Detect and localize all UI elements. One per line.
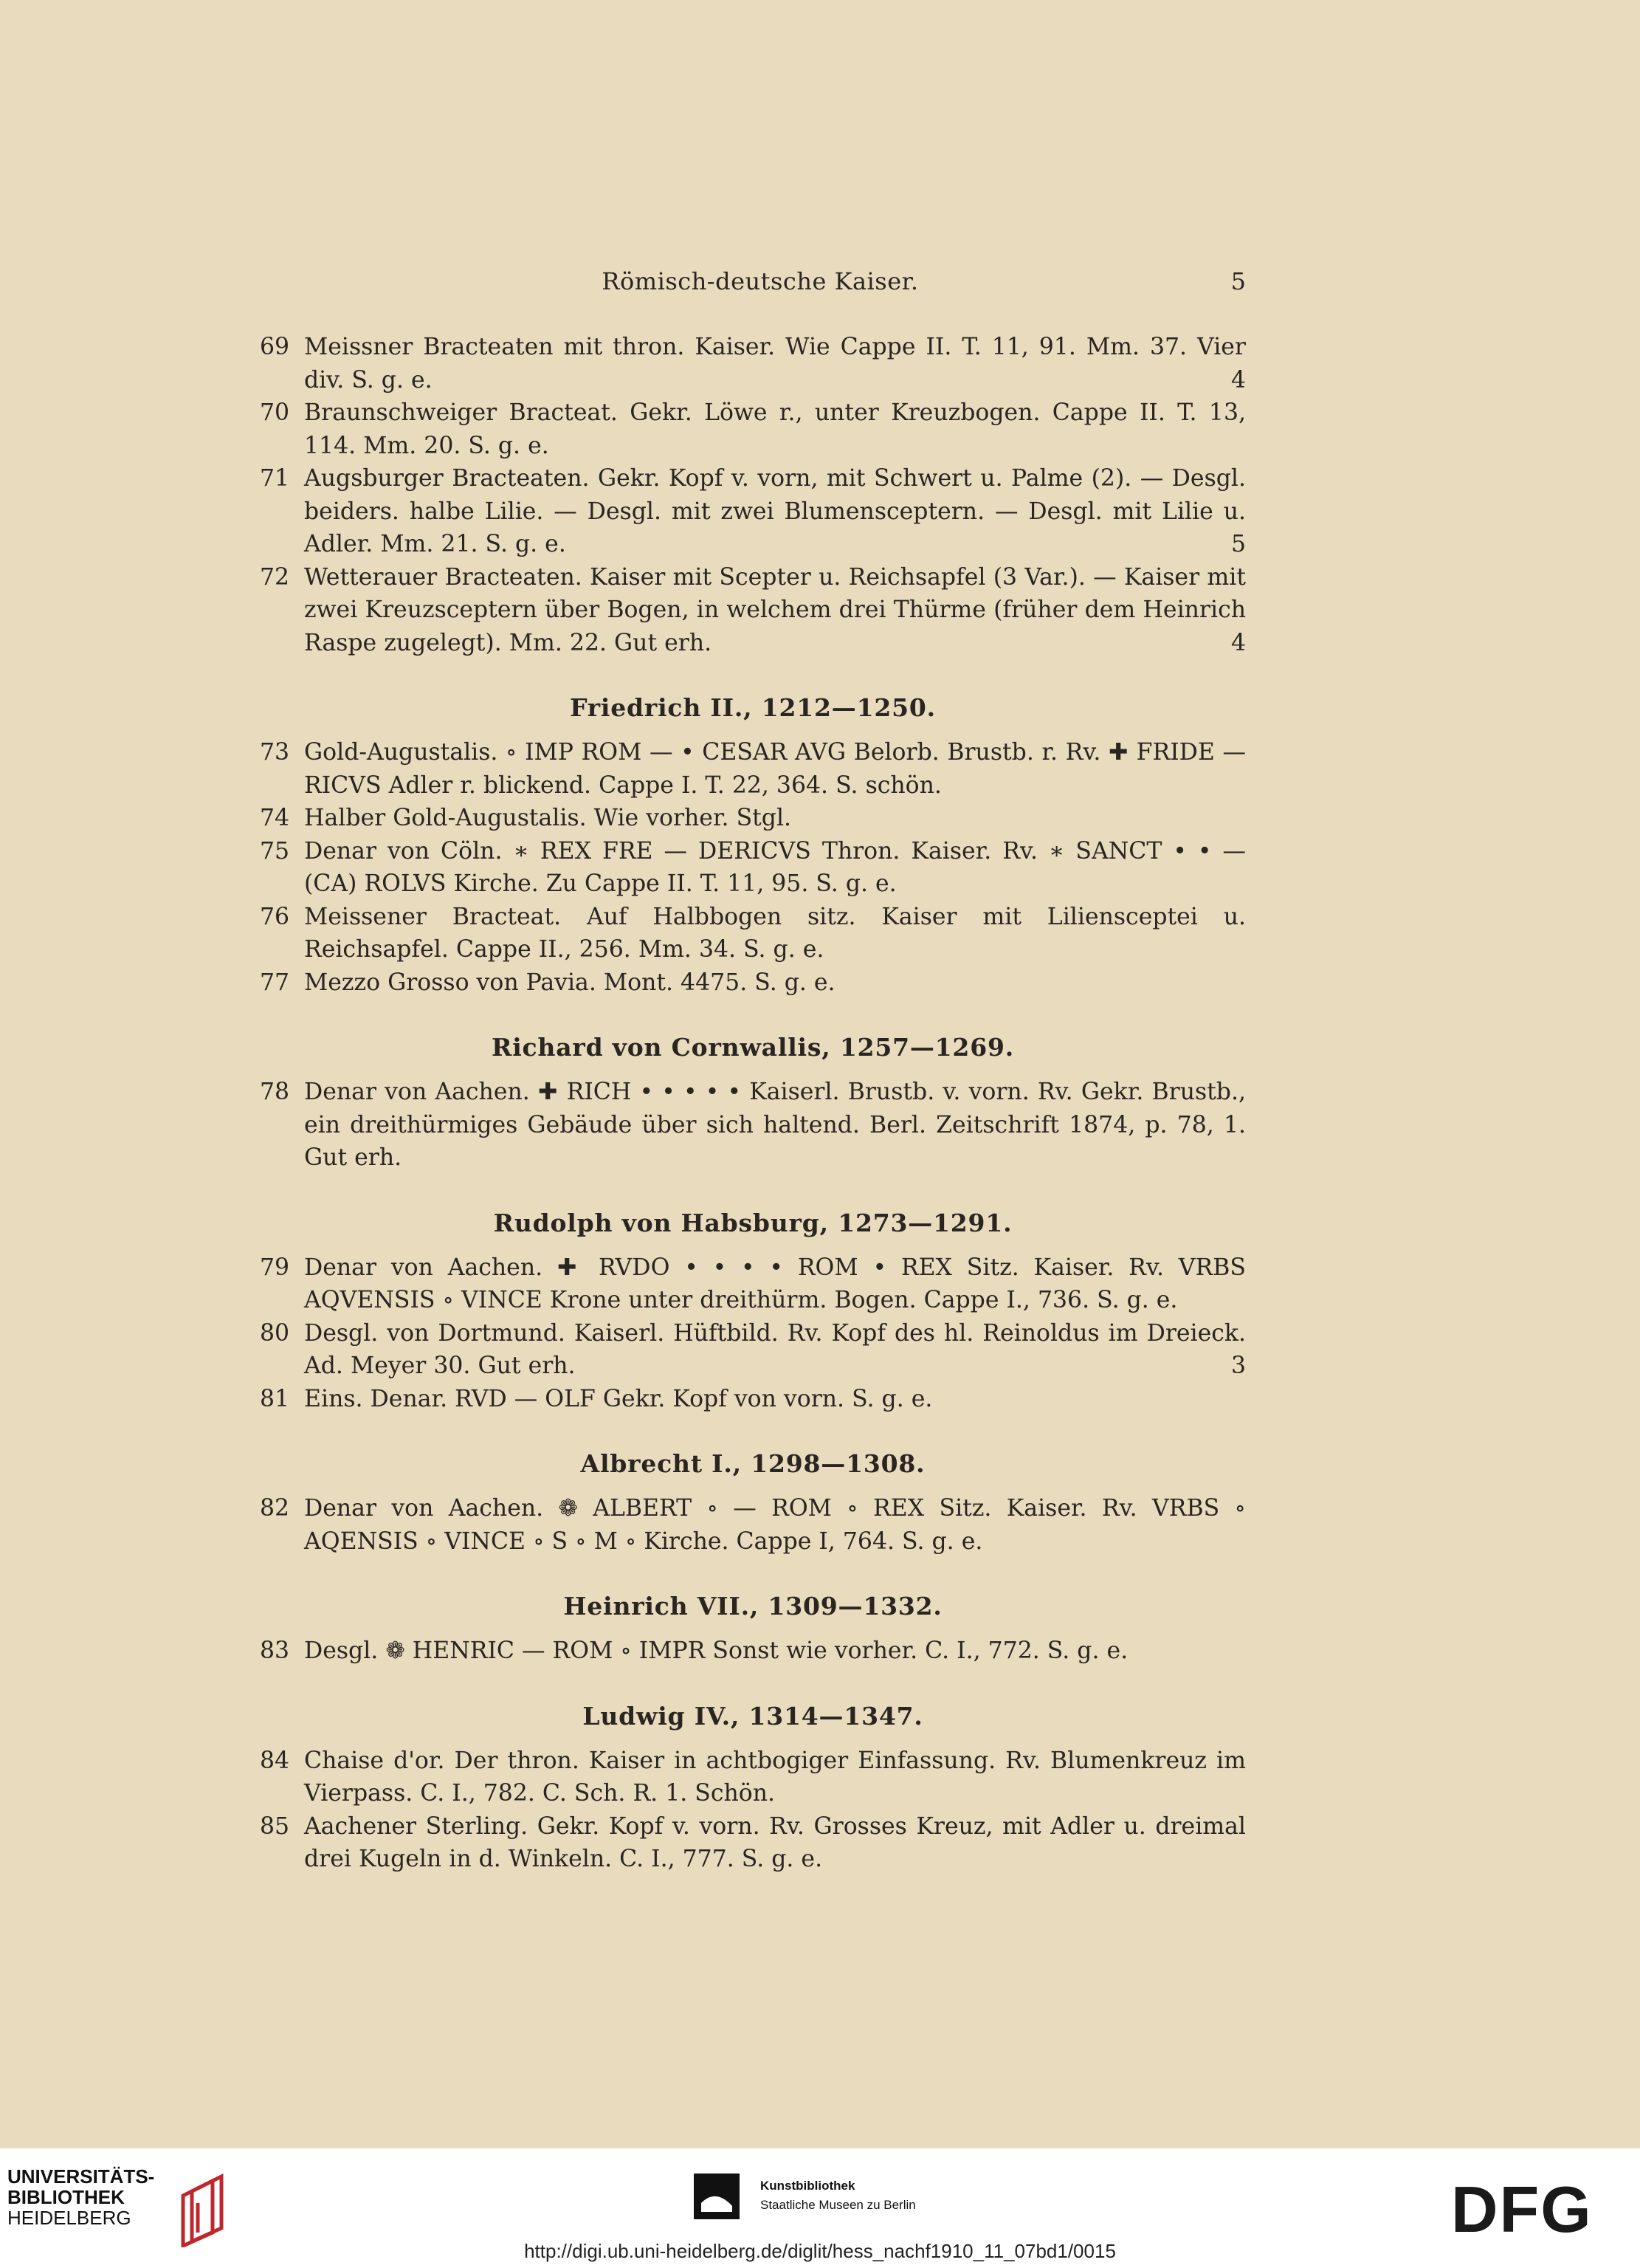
catalog-entry [260,1383,1246,1416]
entry-price: 3 [1230,1353,1246,1379]
dfg-logo[interactable]: DFG [1451,2173,1593,2246]
entry-text: Gold-Augustalis. ∘ IMP ROM — • CESAR AVG Belorb. Brustb. r. Rv. ✚ FRIDE — RICVS Adler r. blickend. Cappe I. T. 22, 364. S. schön. [304,739,1246,799]
catalog-entry [260,1745,1246,1810]
entry-number: 81 [260,1385,290,1412]
entry-price: 4 [1230,366,1246,394]
entry-text: Mezzo Grosso von Pavia. Mont. 4475. S. g. e. [304,969,835,996]
ub-line-3: HEIDELBERG [7,2207,131,2229]
section-heading: Friedrich II., 1212—1250. [570,693,936,722]
entry-number: 85 [260,1812,290,1840]
entry-number: 79 [260,1254,290,1281]
catalog-entry [260,1635,1246,1668]
catalog-entry [260,1492,1246,1558]
catalog-entry [260,736,1246,802]
entry-number: 78 [260,1079,290,1105]
catalog-entry [260,835,1246,901]
entry-text: Aachener Sterling. Gekr. Kopf v. vorn. Rv. Grosses Kreuz, mit Adler u. dreimal drei Kugeln in d. Winkeln. C. I., 777. S. g. e. [304,1812,1246,1872]
entry-text: Meissener Bracteat. Auf Halbbogen sitz. Kaiser mit Liliensceptei u. Reichsapfel. Cappe II., 256. Mm. 34. S. g. e. [304,903,1246,963]
entry-text: Halber Gold-Augustalis. Wie vorher. Stgl. [304,805,792,831]
page-url[interactable]: http://digi.ub.uni-heidelberg.de/diglit/hess_nachf1910_11_07bd1/0015 [524,2240,1116,2262]
ub-line-1: UNIVERSITÄTS- [7,2165,155,2188]
section-heading: Heinrich VII., 1309—1332. [563,1592,943,1621]
catalog-entry [260,331,1246,396]
catalog-entry [260,802,1246,835]
entry-number: 75 [260,837,290,865]
entry-price: 5 [1230,531,1246,557]
catalog-entry [260,396,1246,462]
catalog-entry [260,1076,1246,1175]
catalog-entry [260,1251,1246,1317]
kunstbibliothek-text [760,2176,916,2215]
catalog-entry [260,901,1246,966]
entry-number: 72 [260,563,290,591]
catalog-entry [260,1317,1246,1383]
footer-bar [0,2148,1640,2268]
section-heading: Ludwig IV., 1314—1347. [582,1701,923,1731]
section-heading: Richard von Cornwallis, 1257—1269. [491,1033,1015,1062]
entry-text: Meissner Bracteaten mit thron. Kaiser. Wie Cappe II. T. 11, 91. Mm. 37. Vier div. S. g. e. [304,334,1246,394]
entry-number: 74 [260,805,290,831]
kunstbibliothek-logo[interactable] [694,2174,1004,2225]
entry-text: Augsburger Bracteaten. Gekr. Kopf v. vorn, mit Schwert u. Palme (2). — Desgl. beiders. halbe Lilie. — Desgl. mit zwei Blumensceptern. — Desgl. mit Lilie u. Adler. Mm. 21. S. g. e. [304,465,1246,557]
section-heading: Rudolph von Habsburg, 1273—1291. [493,1208,1013,1237]
kunstbibliothek-emblem-icon [694,2174,740,2219]
entry-number: 80 [260,1319,290,1347]
entry-text: Denar von Aachen. ❁ ALBERT ∘ — ROM ∘ REX Sitz. Kaiser. Rv. VRBS ∘ AQENSIS ∘ VINCE ∘ S ∘ M ∘ Kirche. Cappe I, 764. S. g. e. [304,1495,1246,1555]
entry-text: Desgl. ❁ HENRIC — ROM ∘ IMPR Sonst wie vorher. C. I., 772. S. g. e. [304,1638,1129,1664]
kb-line-1: Kunstbibliothek [760,2179,855,2193]
entry-number: 83 [260,1638,290,1664]
entry-text: Denar von Cöln. ∗ REX FRE — DERICVS Thron. Kaiser. Rv. ∗ SANCT • • — (CA) ROLVS Kirche. Zu Cappe II. T. 11, 95. S. g. e. [304,837,1246,897]
page-header [266,267,1255,304]
entry-number: 82 [260,1495,290,1522]
entry-number: 73 [260,739,290,766]
ub-line-2: BIBLIOTHEK [7,2186,125,2208]
catalog-entry [260,462,1246,561]
entry-number: 84 [260,1747,290,1774]
entry-text: Wetterauer Bracteaten. Kaiser mit Scepter u. Reichsapfel (3 Var.). — Kaiser mit zwei Kreuzsceptern über Bogen, in welchem drei Thürme (früher dem Heinrich Raspe zugelegt). Mm. 22. Gut erh. [304,563,1246,656]
entry-text: Desgl. von Dortmund. Kaiserl. Hüftbild. Rv. Kopf des hl. Reinoldus im Dreieck. Ad. Meyer 30. Gut erh. [304,1319,1246,1379]
ub-heidelberg-logo[interactable] [7,2166,229,2247]
catalog-entry [260,966,1246,1000]
entry-number: 71 [260,465,290,492]
page-number: 5 [1230,267,1246,295]
entry-text: Chaise d'or. Der thron. Kaiser in achtbogiger Einfassung. Rv. Blumenkreuz im Vierpass. C. I., 782. C. Sch. R. 1. Schön. [304,1747,1246,1807]
running-title: Römisch-deutsche Kaiser. [602,267,919,295]
entry-text: Braunschweiger Bracteat. Gekr. Löwe r., unter Kreuzbogen. Cappe II. T. 13, 114. Mm. 20. S. g. e. [304,399,1246,459]
entry-price: 4 [1230,629,1246,656]
entry-text: Denar von Aachen. ✚ RVDO • • • • ROM • REX Sitz. Kaiser. Rv. VRBS AQVENSIS ∘ VINCE Krone unter dreithürm. Bogen. Cappe I., 736. S. g. e. [304,1254,1246,1313]
entry-number: 76 [260,903,290,930]
entry-number: 69 [260,334,290,360]
entry-number: 70 [260,399,290,426]
entry-text: Eins. Denar. RVD — OLF Gekr. Kopf von vorn. S. g. e. [304,1385,933,1412]
catalog-entry [260,561,1246,660]
kb-line-2: Staatliche Museen zu Berlin [760,2198,916,2212]
entry-number: 77 [260,969,290,996]
catalog-content [260,331,1246,1876]
entry-text: Denar von Aachen. ✚ RICH • • • • • Kaiserl. Brustb. v. vorn. Rv. Gekr. Brustb., ein dreithürmiges Gebäude über sich haltend. Berl. Zeitschrift 1874, p. 78, 1. Gut erh. [304,1079,1246,1171]
section-heading: Albrecht I., 1298—1308. [580,1449,926,1478]
catalog-entry [260,1810,1246,1876]
ub-mark-icon [168,2174,235,2247]
